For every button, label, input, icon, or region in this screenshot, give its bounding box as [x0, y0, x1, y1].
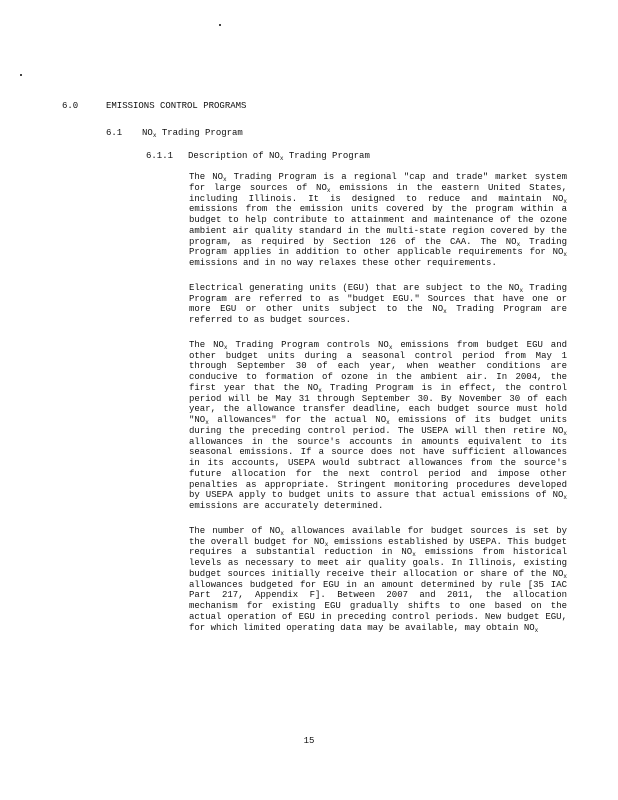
section-heading: [62, 101, 246, 112]
paragraph-1: The $NO_x$ Trading Program is a regional "cap and trade" market system for large sources of $NO_x$ emissions in the eastern United States, including Illinois. It is designed to reduce and maintain $NO_x$ emissions from the emission units covered by the program within a budget to help contribute to attainment and maintenance of the ozone ambient air quality standard in the multi-state region covered by the program, as required by Section 126 of the CAA. The $NO_x$ Trading Program applies in addition to other applicable requirements for $NO_x$ emissions and in no way relaxes these other requirements.: [189, 172, 568, 268]
scan-speck: [20, 74, 22, 76]
body-text: [189, 172, 567, 647]
subsubsection-number: 6.1.1: [146, 151, 174, 161]
section-number: 6.0: [62, 101, 79, 111]
scan-speck: [219, 24, 221, 26]
subsection-number: 6.1: [106, 128, 123, 138]
subsection-heading: 6.1 $NO_x$ Trading Program: [106, 128, 243, 139]
paragraph-2: Electrical generating units (EGU) that are subject to the $NO_x$ Trading Program are referred to as "budget EGU." Sources that have one or more EGU or other units subject to the $NO_x$ Trading Program are referred to as budget sources.: [189, 282, 567, 325]
subsubsection-heading: 6.1.1 Description of $NO_x$ Trading Program: [146, 151, 370, 162]
paragraph-4: The number of $NO_x$ allowances available for budget sources is set by the overall budget for $NO_x$ emissions established by USEPA. This budget requires a substantial reduction in $NO_x$ emissions from historical levels as necessary to meet air quality goals. In Illinois, existing budget sources initially receive their allocation or share of the $NO_x$ allowances budgeted for EGU in an amount determined by rule [35 IAC Part 217, Appendix F]. Between 2007 and 2011, the allocation mechanism for existing EGU gradually shifts to one based on the actual operation of EGU in preceding control periods. New budget EGU, for which limited operating data may be available, may obtain $NO_x$: [189, 525, 567, 634]
page-number: 15: [303, 736, 315, 746]
section-title: EMISSIONS CONTROL PROGRAMS: [106, 101, 247, 111]
paragraph-3: The $NO_x$ Trading Program controls $NO_x$ emissions from budget EGU and other budget units during a seasonal control period from May 1 through September 30 of each year, when weather conditions are conducive to formation of ozone in the ambient air. In 2004, the first year that the $NO_x$ Trading Program is in effect, the control period will be May 31 through September 30. By November 30 of each year, the allowance transfer deadline, each budget source must hold "$NO_x$ allowances" for the actual $NO_x$ emissions of its budget units during the preceding control period. The USEPA will then retire $NO_x$ allowances in the source's accounts in amounts equivalent to its seasonal emissions. If a source does not have sufficient allowances in its accounts, USEPA would subtract allowances from the source's future allocation for the next control period and impose other penalties as appropriate. Stringent monitoring procedures developed by USEPA apply to budget units to assure that actual emissions of $NO_x$ emissions are accurately determined.: [189, 339, 568, 511]
